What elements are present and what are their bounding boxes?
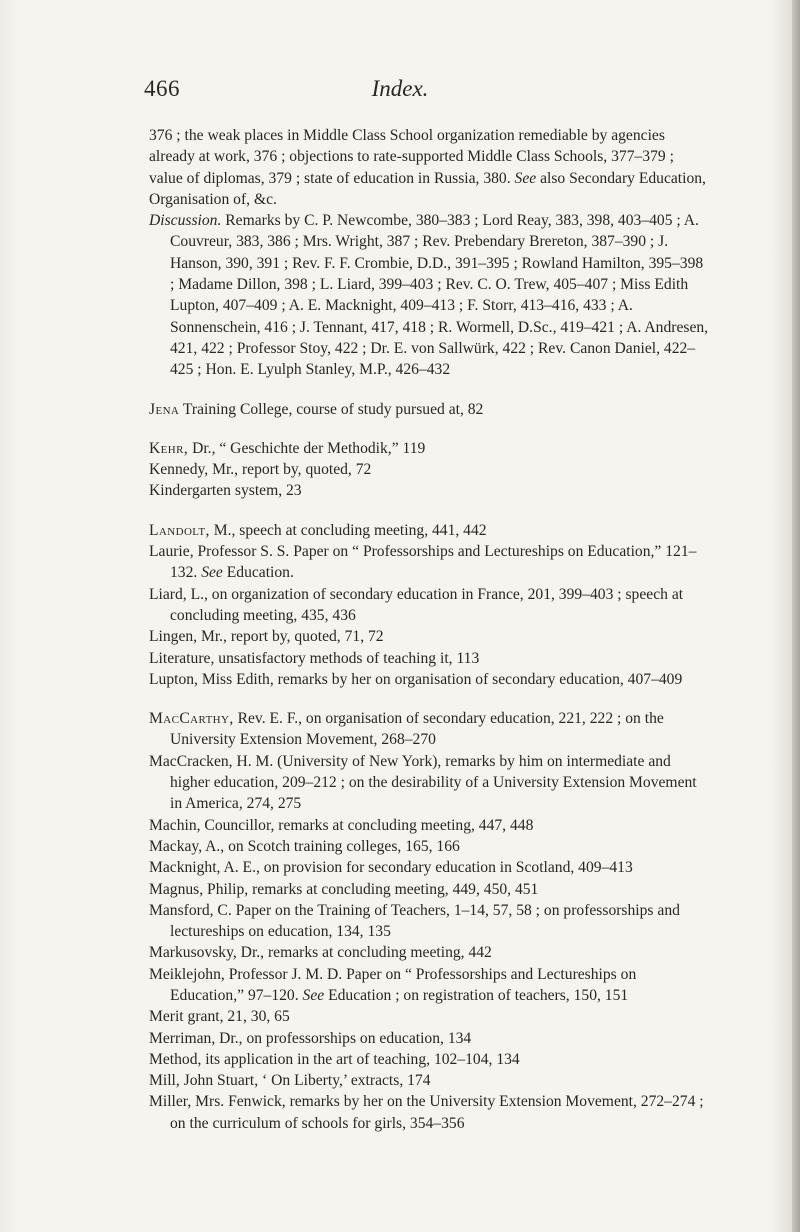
index-entry: Method, its application in the art of teaching, 102–104, 134 — [149, 1050, 520, 1068]
index-entry: Miller, Mrs. Fenwick, remarks by her on the University Extension Movement, 272–274 ; on the curriculum of schools for girls, 354–356 — [149, 1093, 704, 1132]
index-entry: Meiklejohn, Professor J. M. D. Paper on “ Professorships and Lectureships on Education,” 97–120. See Education ; on registration of teachers, 150, 151 — [149, 965, 637, 1004]
index-entry: Liard, L., on organization of secondary education in France, 201, 399–403 ; speech at concluding meeting, 435, 436 — [149, 585, 684, 624]
index-entry: Literature, unsatisfactory methods of teaching it, 113 — [149, 649, 480, 667]
index-entry: Merriman, Dr., on professorships on education, 134 — [149, 1029, 472, 1047]
index-entry: Merit grant, 21, 30, 65 — [149, 1008, 290, 1026]
index-entry: Kennedy, Mr., report by, quoted, 72 — [149, 461, 372, 479]
running-title: Index. — [371, 76, 429, 101]
index-entry: Mackay, A., on Scotch training colleges, 165, 166 — [149, 837, 460, 855]
page-number: 466 — [144, 76, 180, 101]
index-entry: Lupton, Miss Edith, remarks by her on organisation of secondary education, 407–409 — [149, 670, 683, 688]
index-entry-discussion: Discussion. Remarks by C. P. Newcombe, 380–383 ; Lord Reay, 383, 398, 403–405 ; A. Couvreur, 383, 386 ; Mrs. Wright, 387 ; Rev. Prebendary Brereton, 387–390 ; J. Hanson, 390, 391 ; Rev. F. F. Crombie, D.D., 391–395 ; Rowland Hamilton, 395–398 ; Madame Dillon, 398 ; L. Liard, 399–403 ; Rev. C. O. Trew, 405–407 ; Miss Edith Lupton, 407–409 ; A. E. Macknight, 409–413 ; F. Storr, 413–416, 433 ; A. Sonnenschein, 416 ; J. Tennant, 417, 418 ; R. Wormell, D.Sc., 419–421 ; A. Andresen, 421, 422 ; Professor Stoy, 422 ; Dr. E. von Sallwürk, 422 ; Rev. Canon Daniel, 422–425 ; Hon. E. Lyulph Stanley, M.P., 426–432 — [149, 212, 709, 379]
index-entry: MacCracken, H. M. (University of New York), remarks by him on intermediate and higher education, 209–212 ; on the desirability of a University Extension Movement in America, 274, 275 — [149, 752, 697, 813]
index-entry: Kehr, Dr., “ Geschichte der Methodik,” 119 — [149, 439, 426, 457]
page-header — [0, 68, 800, 108]
index-entry: Machin, Councillor, remarks at concluding meeting, 447, 448 — [149, 816, 534, 834]
index-entry: Markusovsky, Dr., remarks at concluding meeting, 442 — [149, 944, 492, 962]
page-edge — [792, 0, 800, 1232]
index-entry: Macknight, A. E., on provision for secondary education in Scotland, 409–413 — [149, 859, 633, 877]
index-entries — [149, 125, 709, 1134]
index-entry: Mill, John Stuart, ‘ On Liberty,’ extracts, 174 — [149, 1072, 431, 1090]
index-entry: Landolt, M., speech at concluding meeting, 441, 442 — [149, 521, 487, 539]
index-entry: Jena Training College, course of study pursued at, 82 — [149, 400, 484, 418]
index-entry: 376 ; the weak places in Middle Class School organization remediable by agencies already at work, 376 ; objections to rate-supported Middle Class Schools, 377–379 ; value of diplomas, 379 ; state of education in Russia, 380. See also Secondary Education, Organisation of, &c. — [149, 127, 706, 208]
index-entry: Mansford, C. Paper on the Training of Teachers, 1–14, 57, 58 ; on professorships and lectureships on education, 134, 135 — [149, 901, 680, 941]
index-entry: Laurie, Professor S. S. Paper on “ Professorships and Lectureships on Education,” 121–132. See Education. — [149, 543, 697, 582]
index-entry: MacCarthy, Rev. E. F., on organisation of secondary education, 221, 222 ; on the University Extension Movement, 268–270 — [149, 710, 664, 749]
index-entry: Magnus, Philip, remarks at concluding meeting, 449, 450, 451 — [149, 880, 539, 898]
index-entry: Kindergarten system, 23 — [149, 482, 302, 500]
index-entry: Lingen, Mr., report by, quoted, 71, 72 — [149, 628, 384, 646]
